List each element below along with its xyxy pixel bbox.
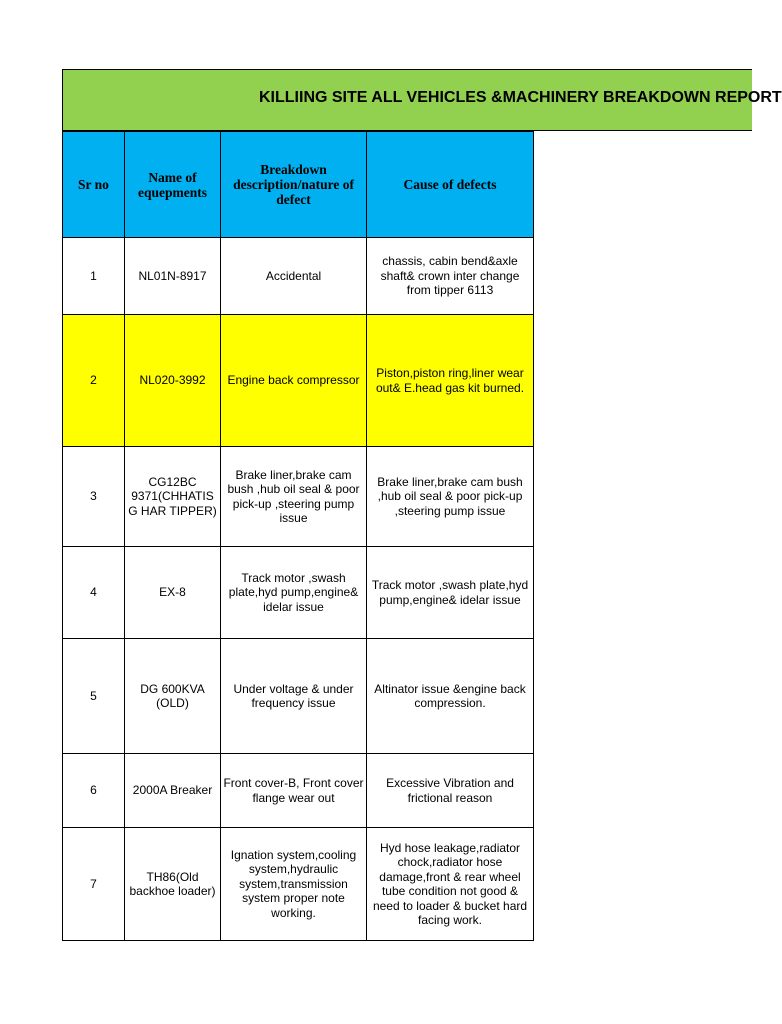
cell-equipment-name: NL01N-8917 <box>125 238 221 315</box>
header-breakdown-description: Breakdown description/nature of defect <box>221 132 367 238</box>
cell-breakdown: Brake liner,brake cam bush ,hub oil seal & poor pick-up ,steering pump issue <box>221 447 367 547</box>
cell-equipment-name: CG12BC 9371(CHHATISG HAR TIPPER) <box>125 447 221 547</box>
cell-equipment-name: TH86(Old backhoe loader) <box>125 828 221 941</box>
table-row <box>63 238 534 315</box>
cell-cause: Track motor ,swash plate,hyd pump,engine& idelar issue <box>367 547 534 639</box>
cell-cause: chassis, cabin bend&axle shaft& crown inter change from tipper 6113 <box>367 238 534 315</box>
cell-sr-no: 4 <box>63 547 125 639</box>
table-row <box>63 828 534 941</box>
cell-cause: Altinator issue &engine back compression. <box>367 639 534 754</box>
table-row <box>63 447 534 547</box>
table-row <box>63 315 534 447</box>
table-row <box>63 547 534 639</box>
cell-equipment-name: EX-8 <box>125 547 221 639</box>
cell-breakdown: Engine back compressor <box>221 315 367 447</box>
cell-sr-no: 6 <box>63 754 125 828</box>
cell-breakdown: Accidental <box>221 238 367 315</box>
cell-equipment-name: DG 600KVA (OLD) <box>125 639 221 754</box>
cell-equipment-name: 2000A Breaker <box>125 754 221 828</box>
table-row <box>63 639 534 754</box>
cell-breakdown: Under voltage & under frequency issue <box>221 639 367 754</box>
header-cause-of-defects: Cause of defects <box>367 132 534 238</box>
cell-sr-no: 2 <box>63 315 125 447</box>
table-row <box>63 754 534 828</box>
cell-sr-no: 7 <box>63 828 125 941</box>
header-row <box>63 132 534 238</box>
report-title: KILLIING SITE ALL VEHICLES &MACHINERY BREAKDOWN REPORT <box>259 89 782 106</box>
header-equipment-name: Name of equepments <box>125 132 221 238</box>
cell-breakdown: Track motor ,swash plate,hyd pump,engine& idelar issue <box>221 547 367 639</box>
cell-cause: Hyd hose leakage,radiator chock,radiator hose damage,front & rear wheel tube condition not good & need to loader & bucket hard facing work. <box>367 828 534 941</box>
cell-sr-no: 1 <box>63 238 125 315</box>
cell-equipment-name: NL020-3992 <box>125 315 221 447</box>
cell-cause: Piston,piston ring,liner wear out& E.head gas kit burned. <box>367 315 534 447</box>
cell-cause: Excessive Vibration and frictional reason <box>367 754 534 828</box>
cell-sr-no: 5 <box>63 639 125 754</box>
report-title-banner <box>62 69 782 131</box>
header-sr-no: Sr no <box>63 132 125 238</box>
cell-breakdown: Front cover-B, Front cover flange wear out <box>221 754 367 828</box>
cell-cause: Brake liner,brake cam bush ,hub oil seal & poor pick-up ,steering pump issue <box>367 447 534 547</box>
cell-sr-no: 3 <box>63 447 125 547</box>
breakdown-table <box>62 131 534 941</box>
cell-breakdown: Ignation system,cooling system,hydraulic system,transmission system proper note working. <box>221 828 367 941</box>
